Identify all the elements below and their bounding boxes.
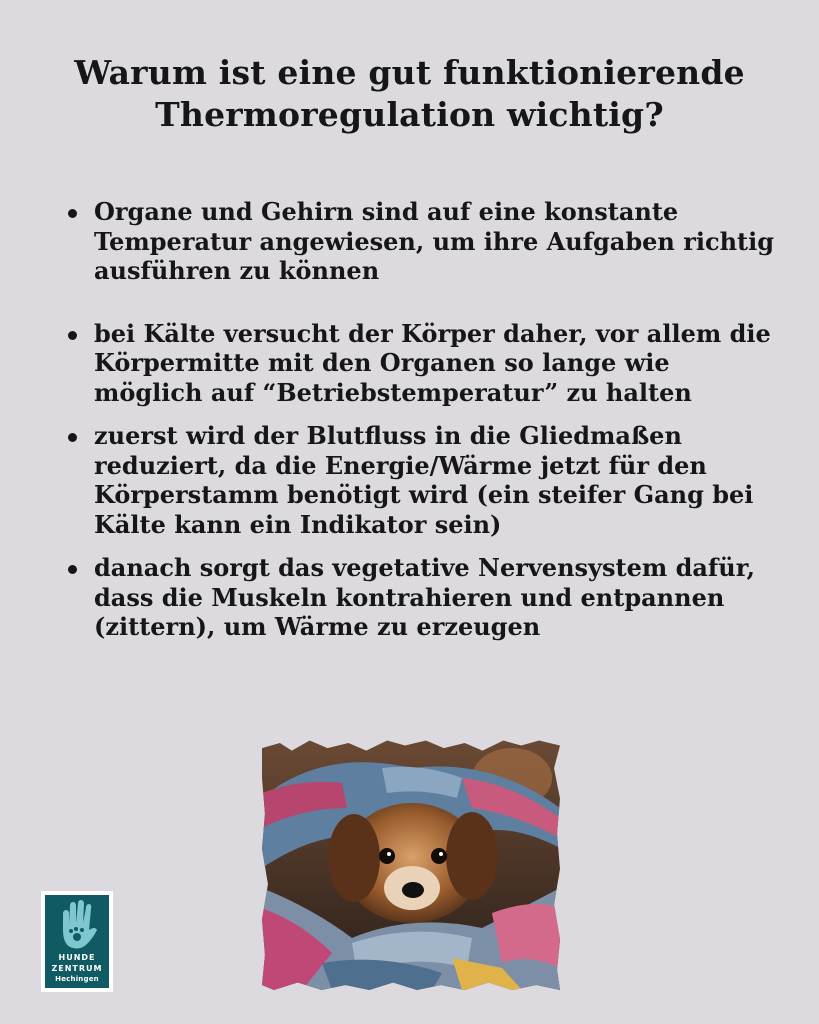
title-line-1: Warum ist eine gut funktionierende	[74, 53, 745, 92]
logo-text-zentrum: ZENTRUM	[51, 964, 103, 973]
bullet-list	[62, 197, 782, 642]
hand-paw-icon	[55, 900, 99, 950]
bullet-item: zuerst wird der Blutfluss in die Gliedmaßen reduziert, da die Energie/Wärme jetzt für den Körperstamm benötigt wird (ein steifer Gang bei Kälte kann ein Indikator sein)	[62, 421, 782, 539]
bullet-item: Organe und Gehirn sind auf eine konstante Temperatur angewiesen, um ihre Aufgaben richtig ausführen zu können	[62, 197, 782, 286]
logo-text-hechingen: Hechingen	[55, 975, 99, 983]
bullet-item: bei Kälte versucht der Körper daher, vor allem die Körpermitte mit den Organen so lange wie möglich auf “Betriebstemperatur” zu halten	[62, 319, 782, 408]
title-line-2: Thermoregulation wichtig?	[155, 95, 664, 134]
logo-text-hunde: HUNDE	[58, 953, 96, 962]
page-title	[0, 52, 819, 136]
bullet-item: danach sorgt das vegetative Nervensystem dafür, dass die Muskeln kontrahieren und entpannen (zittern), um Wärme zu erzeugen	[62, 553, 782, 642]
hundezentrum-logo	[41, 891, 113, 992]
dog-under-blanket-photo	[262, 738, 560, 990]
